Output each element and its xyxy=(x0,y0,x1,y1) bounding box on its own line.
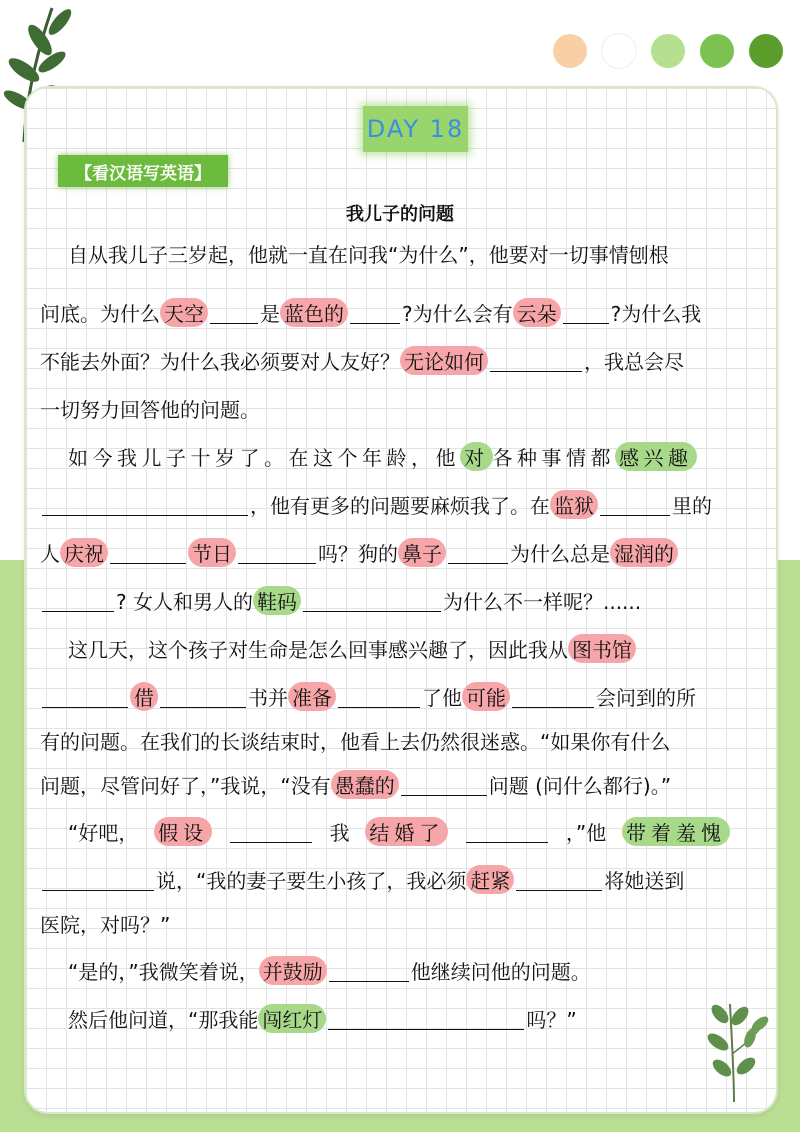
highlight: 湿润的 xyxy=(610,538,678,567)
highlight: 赶紧 xyxy=(466,865,514,894)
color-dots-decoration xyxy=(553,34,783,68)
fill-blank[interactable] xyxy=(328,1007,524,1030)
text-line: 不能去外面？为什么我必须要对人友好？ 无论如何 ，我总会尽 xyxy=(40,343,730,377)
highlight: 并鼓励 xyxy=(259,956,327,985)
highlight: 假设 xyxy=(154,817,212,846)
dot-dark-green xyxy=(749,34,783,68)
text-line: 人 庆祝 节日 吗？狗的 鼻子 为什么总是 湿润的 xyxy=(40,535,730,569)
fill-blank[interactable] xyxy=(42,493,248,516)
fill-blank[interactable] xyxy=(338,685,420,708)
section-tag: 【看汉语写英语】 xyxy=(58,155,228,187)
fill-blank[interactable] xyxy=(329,959,409,982)
highlight: 结婚了 xyxy=(365,817,448,846)
highlight: 云朵 xyxy=(513,298,561,327)
text-line: ，他有更多的问题要麻烦我了。在 监狱 里的 xyxy=(40,487,730,521)
text-line: 然后他问道，“那我能 闯红灯 吗？” xyxy=(40,1001,730,1035)
highlight: 庆祝 xyxy=(60,538,108,567)
dot-peach xyxy=(553,34,587,68)
text-line: 自从我儿子三岁起，他就一直在问我“为什么”，他要对一切事情刨根 xyxy=(68,242,669,267)
dot-light-green xyxy=(651,34,685,68)
text-line: 问题，尽管问好了，”我说，“没有 愚蠢的 问题 (问什么都行)。” xyxy=(40,767,730,801)
highlight: 节日 xyxy=(188,538,236,567)
text-line: 一切努力回答他的问题。 xyxy=(40,397,260,422)
text-line: “是的，”我微笑着说， 并鼓励 他继续问他的问题。 xyxy=(40,953,730,987)
fill-blank[interactable] xyxy=(516,868,602,891)
fill-blank[interactable] xyxy=(160,685,246,708)
fill-blank[interactable] xyxy=(448,541,508,564)
fill-blank[interactable] xyxy=(42,685,128,708)
dot-white xyxy=(602,34,636,68)
highlight: 闯红灯 xyxy=(258,1004,326,1033)
fill-blank[interactable] xyxy=(563,301,609,324)
text-line: 问底。为什么 天空 是 蓝色的 ?为什么会有 云朵 ?为什么我 xyxy=(40,295,730,329)
text-line: “好吧， 假设 我 结婚了 ，”他 带着羞愧 xyxy=(40,814,730,848)
highlight: 对 xyxy=(460,442,493,471)
highlight: 感兴趣 xyxy=(615,442,697,471)
highlight: 鼻子 xyxy=(398,538,446,567)
fill-blank[interactable] xyxy=(42,589,114,612)
fill-blank[interactable] xyxy=(490,349,582,372)
fill-blank[interactable] xyxy=(110,541,186,564)
fill-blank[interactable] xyxy=(600,493,670,516)
fill-blank[interactable] xyxy=(466,820,548,843)
highlight: 天空 xyxy=(160,298,208,327)
page-title: 我儿子的问题 xyxy=(346,204,454,225)
highlight: 带着羞愧 xyxy=(622,817,730,846)
fill-blank[interactable] xyxy=(230,820,312,843)
text-line: 有的问题。在我们的长谈结束时，他看上去仍然很迷惑。“如果你有什么 xyxy=(40,729,671,754)
highlight: 准备 xyxy=(288,682,336,711)
text-line: ? 女人和男人的 鞋码 为什么不一样呢？...... xyxy=(40,583,730,617)
fill-blank[interactable] xyxy=(350,301,400,324)
text-line: 这几天，这个孩子对生命是怎么回事感兴趣了，因此我从 图书馆 xyxy=(40,631,730,665)
fill-blank[interactable] xyxy=(512,685,594,708)
text-line: 如今我儿子十岁了。在这个年龄，他 对 各种事情都 感兴趣 xyxy=(40,439,730,473)
highlight: 可能 xyxy=(462,682,510,711)
sprig-decoration-icon xyxy=(694,994,774,1104)
day-badge: DAY 18 xyxy=(363,106,468,152)
text-line: 说，“我的妻子要生小孩了，我必须 赶紧 将她送到 xyxy=(40,862,730,896)
fill-blank[interactable] xyxy=(210,301,258,324)
fill-blank[interactable] xyxy=(303,589,441,612)
highlight: 蓝色的 xyxy=(280,298,348,327)
text-line: 医院，对吗？” xyxy=(40,912,171,937)
highlight: 监狱 xyxy=(550,490,598,519)
highlight: 无论如何 xyxy=(400,346,488,375)
highlight: 借 xyxy=(130,682,158,711)
fill-blank[interactable] xyxy=(401,773,487,796)
fill-blank[interactable] xyxy=(238,541,316,564)
dot-green xyxy=(700,34,734,68)
highlight: 图书馆 xyxy=(568,634,636,663)
fill-blank[interactable] xyxy=(42,868,154,891)
highlight: 鞋码 xyxy=(253,586,301,615)
highlight: 愚蠢的 xyxy=(331,770,399,799)
text-line: 借 书并 准备 了他 可能 会问到的所 xyxy=(40,679,730,713)
